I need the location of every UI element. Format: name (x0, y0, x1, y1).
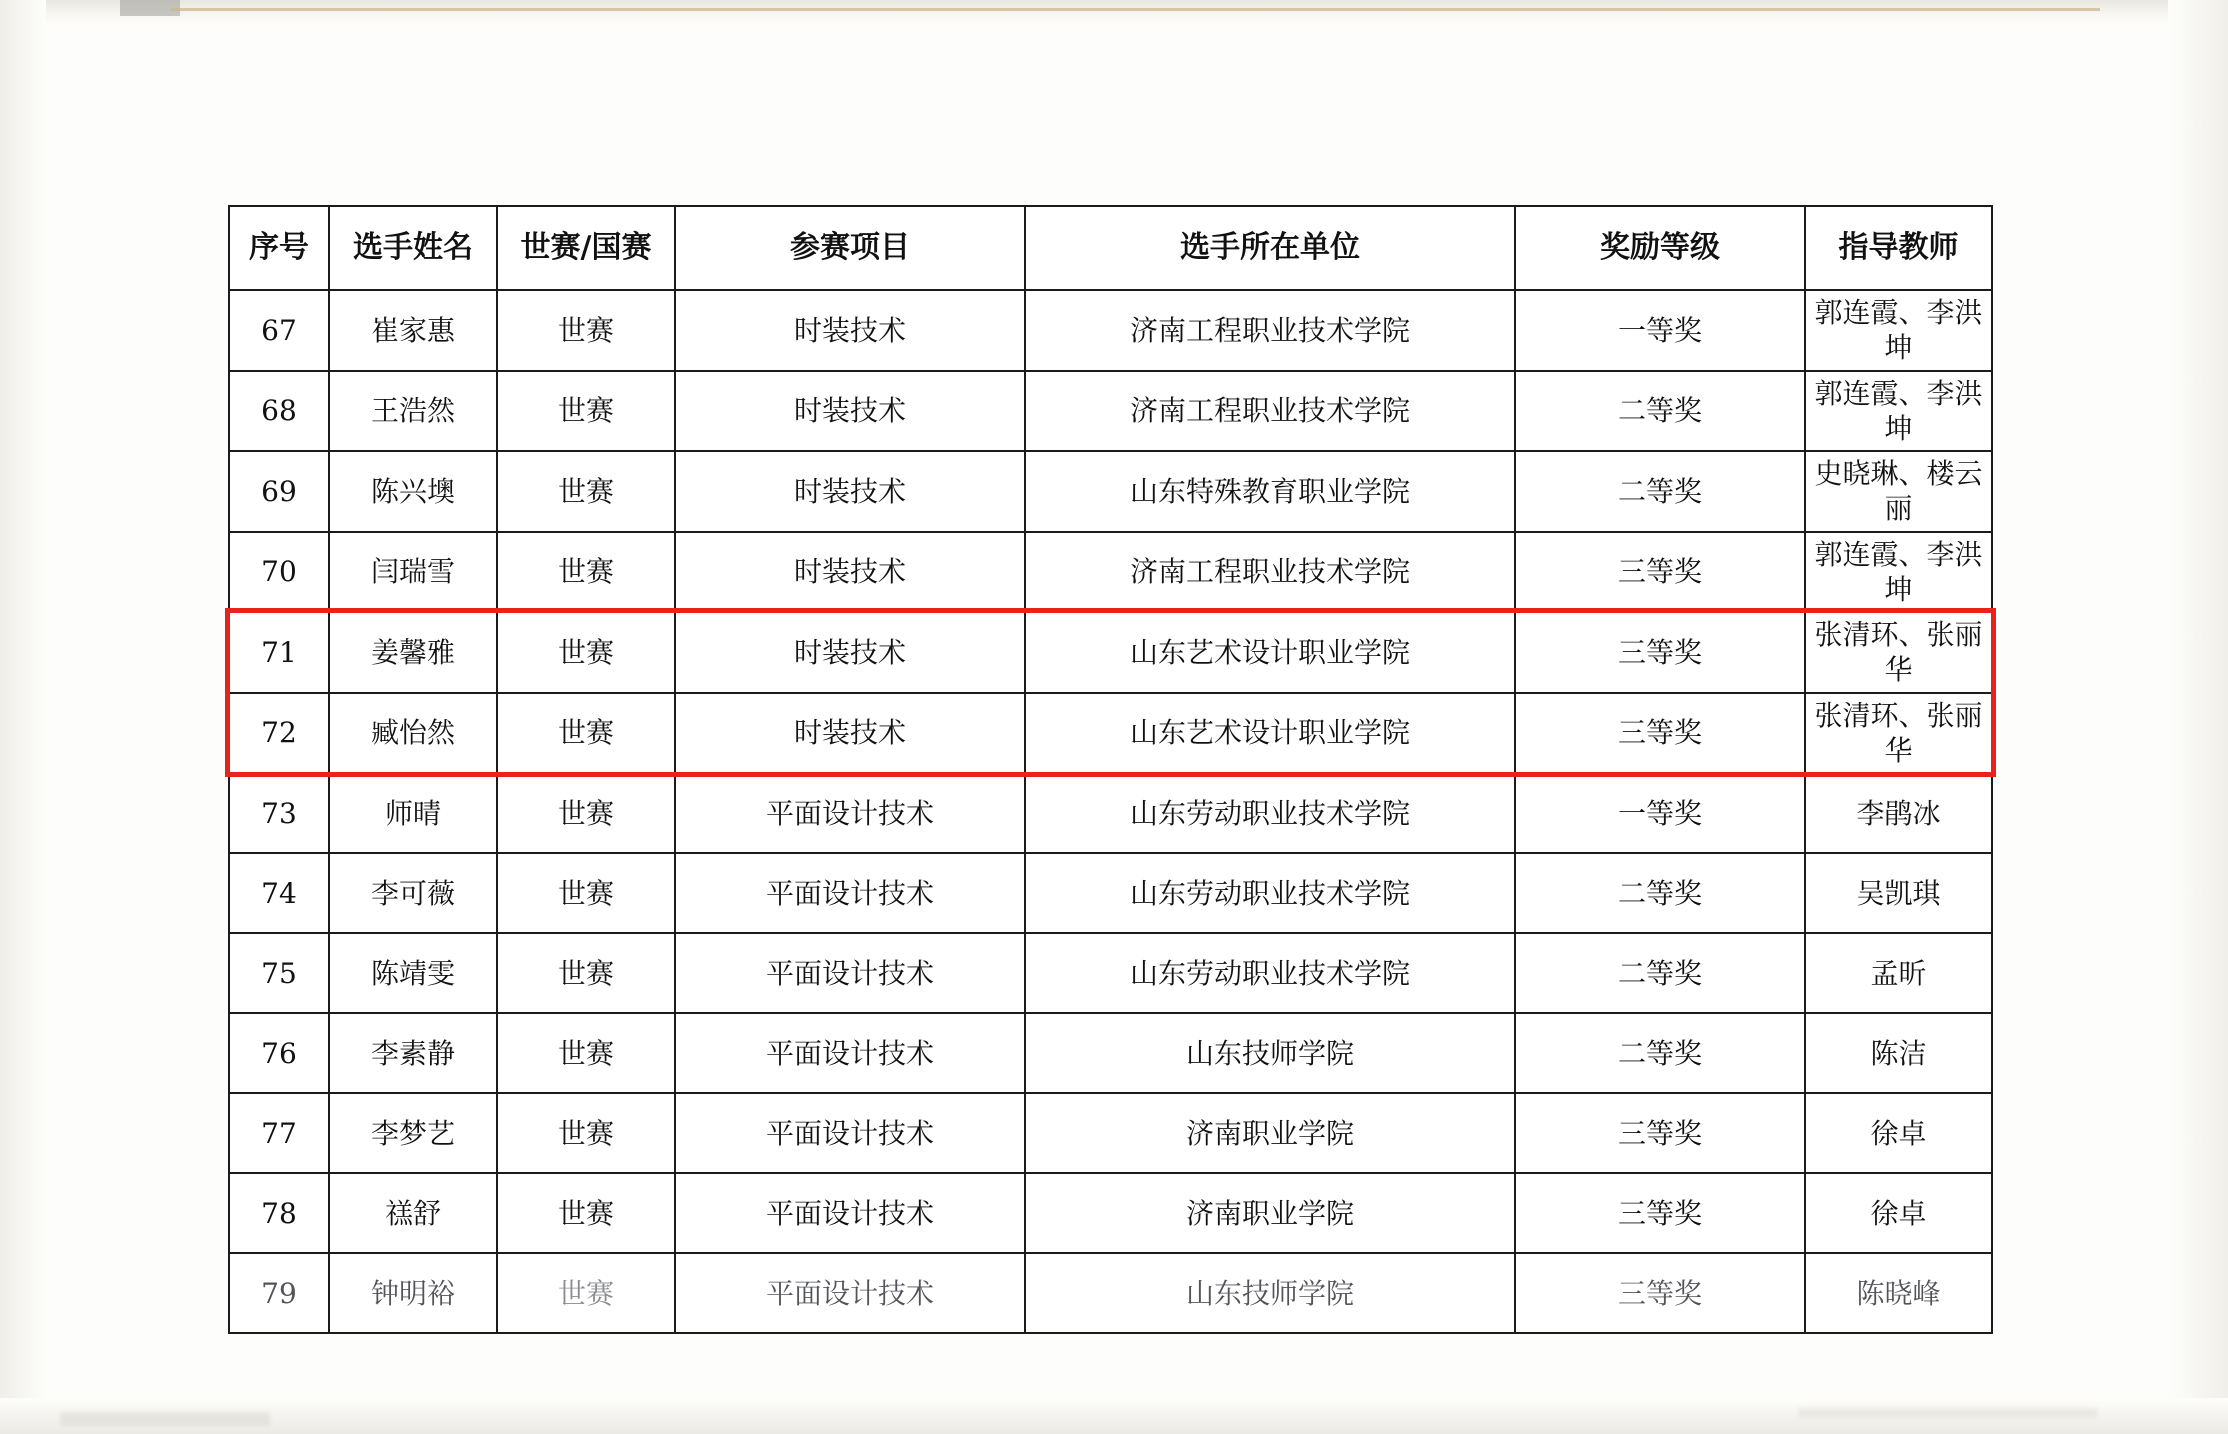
cell-name: 陈兴墺 (329, 451, 497, 532)
cell-project: 时装技术 (675, 532, 1025, 613)
table-row (229, 451, 1992, 532)
cell-award: 二等奖 (1515, 451, 1805, 532)
table-row (229, 1093, 1992, 1173)
cell-award: 三等奖 (1515, 1173, 1805, 1253)
cell-name: 钟明裕 (329, 1253, 497, 1333)
cell-project: 时装技术 (675, 290, 1025, 371)
column-header-race: 世赛/国赛 (497, 206, 675, 290)
cell-index: 76 (229, 1013, 329, 1093)
scan-edge-right (2168, 0, 2228, 1434)
cell-index: 74 (229, 853, 329, 933)
cell-teacher: 郭连霞、李洪坤 (1805, 532, 1992, 613)
cell-index: 75 (229, 933, 329, 1013)
cell-race: 世赛 (497, 451, 675, 532)
cell-index: 70 (229, 532, 329, 613)
cell-race: 世赛 (497, 371, 675, 452)
table-row (229, 933, 1992, 1013)
cell-teacher: 徐卓 (1805, 1173, 1992, 1253)
cell-unit: 济南职业学院 (1025, 1093, 1515, 1173)
table-row (229, 371, 1992, 452)
cell-race: 世赛 (497, 773, 675, 853)
cell-unit: 济南工程职业技术学院 (1025, 290, 1515, 371)
scan-smudge-bottom-left (60, 1412, 270, 1426)
scan-top-rule (170, 8, 2100, 11)
cell-index: 67 (229, 290, 329, 371)
cell-award: 三等奖 (1515, 1093, 1805, 1173)
table-row (229, 693, 1992, 774)
cell-teacher: 徐卓 (1805, 1093, 1992, 1173)
award-table-body (229, 290, 1992, 1333)
cell-unit: 山东技师学院 (1025, 1253, 1515, 1333)
cell-unit: 山东艺术设计职业学院 (1025, 693, 1515, 774)
cell-race: 世赛 (497, 1173, 675, 1253)
table-row (229, 1173, 1992, 1253)
scan-edge-top (0, 0, 2228, 26)
table-row (229, 532, 1992, 613)
cell-index: 68 (229, 371, 329, 452)
cell-index: 77 (229, 1093, 329, 1173)
cell-project: 时装技术 (675, 612, 1025, 693)
table-row (229, 612, 1992, 693)
cell-teacher: 郭连霞、李洪坤 (1805, 290, 1992, 371)
cell-project: 平面设计技术 (675, 933, 1025, 1013)
cell-name: 臧怡然 (329, 693, 497, 774)
cell-teacher: 孟昕 (1805, 933, 1992, 1013)
cell-teacher: 郭连霞、李洪坤 (1805, 371, 1992, 452)
cell-award: 二等奖 (1515, 1013, 1805, 1093)
cell-name: 闫瑞雪 (329, 532, 497, 613)
cell-race: 世赛 (497, 933, 675, 1013)
cell-unit: 济南职业学院 (1025, 1173, 1515, 1253)
cell-project: 时装技术 (675, 371, 1025, 452)
cell-award: 二等奖 (1515, 853, 1805, 933)
cell-project: 平面设计技术 (675, 853, 1025, 933)
cell-teacher: 张清环、张丽华 (1805, 693, 1992, 774)
cell-name: 陈靖雯 (329, 933, 497, 1013)
cell-teacher: 陈晓峰 (1805, 1253, 1992, 1333)
cell-name: 王浩然 (329, 371, 497, 452)
cell-award: 一等奖 (1515, 773, 1805, 853)
cell-teacher: 张清环、张丽华 (1805, 612, 1992, 693)
cell-teacher: 李鹃冰 (1805, 773, 1992, 853)
scan-edge-left (0, 0, 46, 1434)
award-table-container (228, 205, 1991, 1334)
cell-teacher: 陈洁 (1805, 1013, 1992, 1093)
cell-unit: 山东劳动职业技术学院 (1025, 773, 1515, 853)
cell-unit: 济南工程职业技术学院 (1025, 532, 1515, 613)
cell-race: 世赛 (497, 1093, 675, 1173)
cell-teacher: 史晓琳、楼云丽 (1805, 451, 1992, 532)
cell-race: 世赛 (497, 612, 675, 693)
cell-award: 一等奖 (1515, 290, 1805, 371)
table-row (229, 290, 1992, 371)
cell-project: 平面设计技术 (675, 773, 1025, 853)
cell-race: 世赛 (497, 532, 675, 613)
cell-race: 世赛 (497, 1013, 675, 1093)
cell-index: 79 (229, 1253, 329, 1333)
cell-project: 平面设计技术 (675, 1013, 1025, 1093)
cell-project: 时装技术 (675, 451, 1025, 532)
cell-project: 平面设计技术 (675, 1093, 1025, 1173)
cell-project: 平面设计技术 (675, 1173, 1025, 1253)
cell-race: 世赛 (497, 693, 675, 774)
cell-unit: 山东技师学院 (1025, 1013, 1515, 1093)
cell-index: 71 (229, 612, 329, 693)
column-header-index: 序号 (229, 206, 329, 290)
cell-teacher: 吴凯琪 (1805, 853, 1992, 933)
cell-award: 三等奖 (1515, 612, 1805, 693)
cell-name: 李可薇 (329, 853, 497, 933)
cell-name: 禚舒 (329, 1173, 497, 1253)
table-header-row (229, 206, 1992, 290)
cell-unit: 济南工程职业技术学院 (1025, 371, 1515, 452)
cell-name: 崔家惠 (329, 290, 497, 371)
cell-name: 李素静 (329, 1013, 497, 1093)
column-header-teacher: 指导教师 (1805, 206, 1992, 290)
cell-unit: 山东艺术设计职业学院 (1025, 612, 1515, 693)
column-header-name: 选手姓名 (329, 206, 497, 290)
award-table (228, 205, 1993, 1334)
cell-award: 三等奖 (1515, 693, 1805, 774)
cell-unit: 山东劳动职业技术学院 (1025, 853, 1515, 933)
column-header-project: 参赛项目 (675, 206, 1025, 290)
cell-race: 世赛 (497, 1253, 675, 1333)
cell-race: 世赛 (497, 853, 675, 933)
table-row (229, 773, 1992, 853)
column-header-unit: 选手所在单位 (1025, 206, 1515, 290)
cell-index: 72 (229, 693, 329, 774)
cell-project: 时装技术 (675, 693, 1025, 774)
scan-smudge-bottom-right (1798, 1408, 2098, 1418)
cell-award: 二等奖 (1515, 371, 1805, 452)
table-row (229, 1253, 1992, 1333)
column-header-award: 奖励等级 (1515, 206, 1805, 290)
cell-name: 师晴 (329, 773, 497, 853)
cell-award: 三等奖 (1515, 532, 1805, 613)
cell-race: 世赛 (497, 290, 675, 371)
cell-unit: 山东特殊教育职业学院 (1025, 451, 1515, 532)
cell-name: 李梦艺 (329, 1093, 497, 1173)
cell-index: 73 (229, 773, 329, 853)
cell-award: 三等奖 (1515, 1253, 1805, 1333)
cell-index: 69 (229, 451, 329, 532)
table-row (229, 853, 1992, 933)
cell-project: 平面设计技术 (675, 1253, 1025, 1333)
cell-index: 78 (229, 1173, 329, 1253)
cell-name: 姜馨雅 (329, 612, 497, 693)
cell-unit: 山东劳动职业技术学院 (1025, 933, 1515, 1013)
table-row (229, 1013, 1992, 1093)
cell-award: 二等奖 (1515, 933, 1805, 1013)
